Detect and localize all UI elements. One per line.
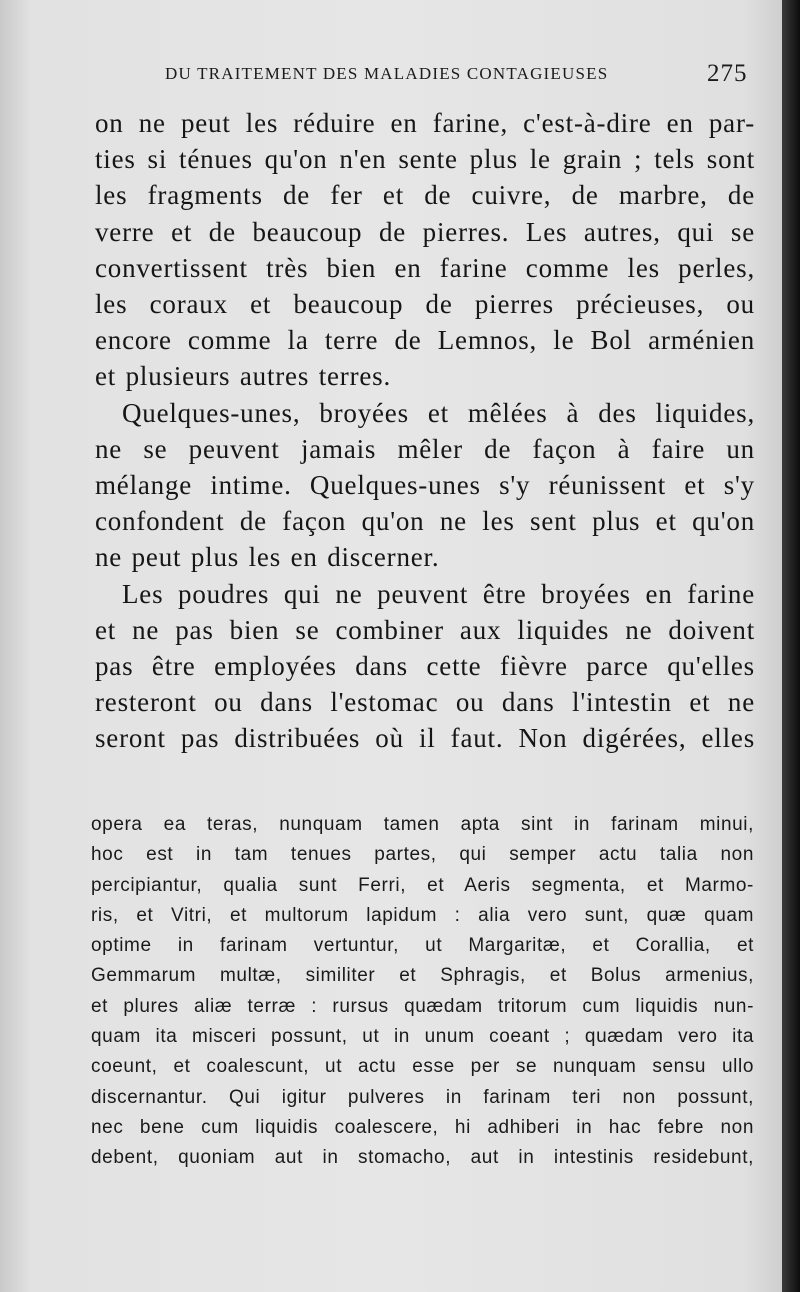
- text-line: les fragments de fer et de cuivre, de marbre, de: [95, 180, 755, 211]
- footnote-line: nec bene cum liquidis coalescere, hi adhiberi in hac febre non: [91, 1116, 754, 1138]
- running-title: DU TRAITEMENT DES MALADIES CONTAGIEUSES: [165, 64, 609, 83]
- footnote-line: quam ita misceri possunt, ut in unum coeant ; quædam vero ita: [91, 1026, 754, 1048]
- page-edge-shadow: [782, 0, 800, 1292]
- text-line: Quelques-unes, broyées et mêlées à des liquides,: [122, 397, 755, 428]
- footnote-line: discernantur. Qui igitur pulveres in farinam teri non possunt,: [91, 1086, 754, 1108]
- footnote-line: opera ea teras, nunquam tamen apta sint in farinam minui,: [91, 814, 754, 835]
- text-line: et ne pas bien se combiner aux liquides ne doivent: [95, 614, 755, 645]
- text-line: seront pas distribuées où il faut. Non digérées, elles: [95, 723, 755, 754]
- footnote-line: Gemmarum multæ, similiter et Sphragis, et Bolus armenius,: [91, 965, 754, 987]
- latin-footnote: [91, 810, 754, 1174]
- text-line: et plusieurs autres terres.: [95, 361, 392, 392]
- text-line: confondent de façon qu'on ne les sent plus et qu'on: [95, 506, 755, 537]
- text-line: resteront ou dans l'estomac ou dans l'intestin et ne: [95, 687, 755, 718]
- text-line: Les poudres qui ne peuvent être broyées en farine: [122, 578, 755, 609]
- main-text: [95, 105, 755, 757]
- text-line: verre et de beaucoup de pierres. Les autres, qui se: [95, 216, 755, 247]
- footnote-line: hoc est in tam tenues partes, qui semper actu talia non: [91, 844, 754, 866]
- page-number: 275: [707, 60, 748, 87]
- text-line: convertissent très bien en farine comme les perles,: [95, 252, 755, 283]
- text-line: ne peut plus les en discerner.: [95, 542, 440, 573]
- text-line: ties si ténues qu'on n'en sente plus le grain ; tels sont: [95, 144, 755, 175]
- text-line: les coraux et beaucoup de pierres précieuses, ou: [95, 289, 755, 320]
- text-line: mélange intime. Quelques-unes s'y réunissent et s'y: [95, 470, 755, 501]
- footnote-line: coeunt, et coalescunt, ut actu esse per se nunquam sensu ullo: [91, 1056, 754, 1078]
- footnote-line: optime in farinam vertuntur, ut Margaritæ, et Corallia, et: [91, 935, 754, 957]
- text-line: ne se peuvent jamais mêler de façon à faire un: [95, 433, 755, 464]
- footnote-line: debent, quoniam aut in stomacho, aut in intestinis residebunt,: [91, 1147, 754, 1169]
- footnote-line: ris, et Vitri, et multorum lapidum : alia vero sunt, quæ quam: [91, 904, 754, 926]
- text-line: encore comme la terre de Lemnos, le Bol arménien: [95, 325, 755, 356]
- footnote-line: percipiantur, qualia sunt Ferri, et Aeris segmenta, et Marmo-: [91, 874, 754, 896]
- text-line: on ne peut les réduire en farine, c'est-à-dire en par-: [95, 108, 755, 138]
- text-line: pas être employées dans cette fièvre parce qu'elles: [95, 651, 755, 682]
- page-header: [165, 60, 765, 90]
- footnote-line: et plures aliæ terræ : rursus quædam tritorum cum liquidis nun-: [91, 995, 754, 1017]
